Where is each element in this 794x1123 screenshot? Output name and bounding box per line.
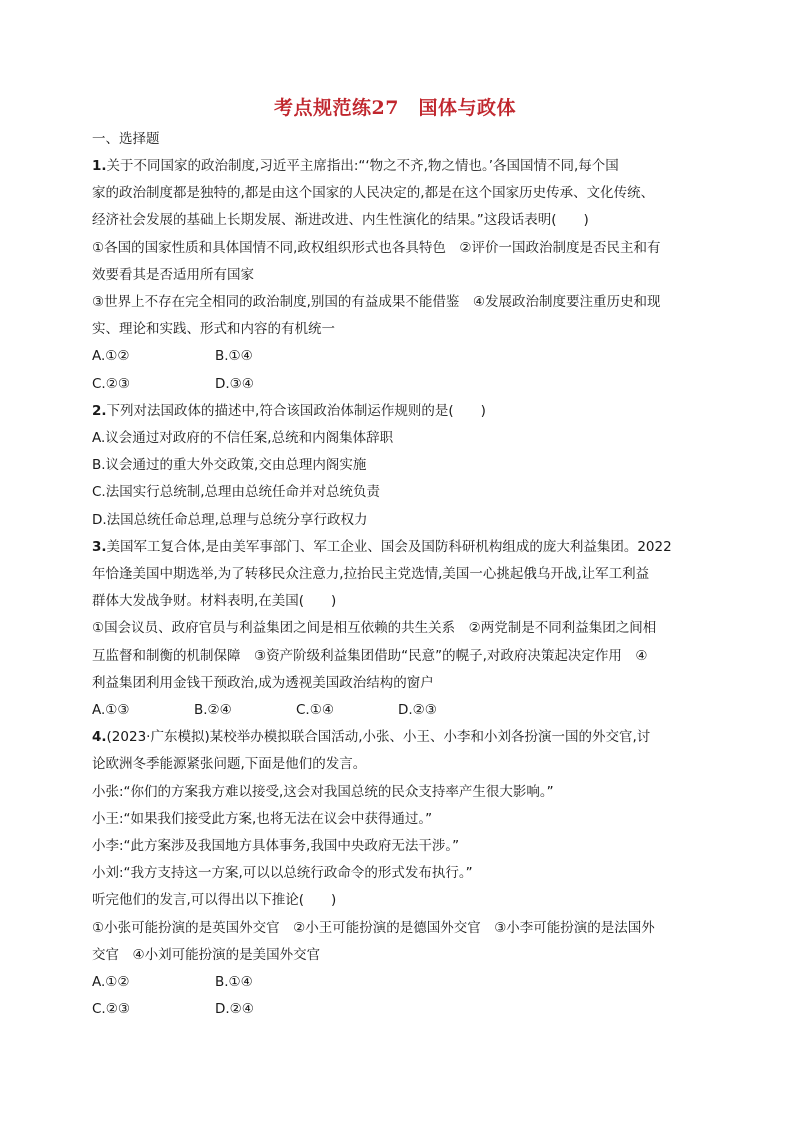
question-number: 2. bbox=[92, 402, 107, 419]
q4-statement-line-2: 交官 ④小刘可能扮演的是美国外交官 bbox=[92, 946, 321, 963]
q4-option-b[interactable]: B.①④ bbox=[215, 974, 253, 991]
question-2 bbox=[92, 398, 698, 534]
q1-option-d[interactable]: D.③④ bbox=[215, 375, 254, 392]
question-3 bbox=[92, 534, 698, 724]
question-number: 3. bbox=[92, 538, 107, 555]
q3-statement-line-2: 互监督和制衡的机制保障 ③资产阶级利益集团借助“民意”的幌子,对政府决策起决定作用 ④ bbox=[92, 647, 648, 664]
q1-stem-line-1: 1.关于不同国家的政治制度,习近平主席指出:“‘物之不齐,物之情也。’各国国情不同,每个国 bbox=[92, 158, 619, 174]
worksheet-page bbox=[92, 92, 698, 1024]
q1-statement-line-1: ①各国的国家性质和具体国情不同,政权组织形式也各具特色 ②评价一国政治制度是否民主和有 bbox=[92, 239, 661, 256]
question-4 bbox=[92, 724, 698, 1023]
q3-statement-line-3: 利益集团利用金钱干预政治,成为透视美国政治结构的窗户 bbox=[92, 674, 434, 691]
q4-speech-wang: 小王:“如果我们接受此方案,也将无法在议会中获得通过。” bbox=[92, 810, 433, 827]
q1-options-row-2 bbox=[92, 371, 698, 398]
section-heading: 一、选择题 bbox=[92, 131, 160, 147]
q3-stem-line-1: 3.美国军工复合体,是由美军事部门、军工企业、国会及国防科研机构组成的庞大利益集团。2022 bbox=[92, 538, 672, 555]
q3-option-d[interactable]: D.②③ bbox=[398, 702, 437, 719]
q3-stem-line-3: 群体大发战争财。材料表明,在美国( ) bbox=[92, 593, 337, 610]
q1-stem-line-3: 经济社会发展的基础上长期发展、渐进改进、内生性演化的结果。”这段话表明( ) bbox=[92, 212, 589, 229]
q4-speech-zhang: 小张:“你们的方案我方难以接受,这会对我国总统的民众支持率产生很大影响。” bbox=[92, 783, 554, 800]
q1-option-c[interactable]: C.②③ bbox=[92, 375, 130, 392]
q4-stem-line-1: 4.(2023·广东模拟)某校举办模拟联合国活动,小张、小王、小李和小刘各扮演一国的外交官,讨 bbox=[92, 729, 651, 746]
question-1 bbox=[92, 153, 698, 398]
q4-option-c[interactable]: C.②③ bbox=[92, 1001, 130, 1018]
q1-options-row-1 bbox=[92, 343, 698, 370]
q3-option-b[interactable]: B.②④ bbox=[194, 702, 232, 719]
q3-options-row bbox=[92, 697, 698, 724]
q2-option-a[interactable]: A.议会通过对政府的不信任案,总统和内阁集体辞职 bbox=[92, 430, 394, 447]
question-number: 1. bbox=[92, 158, 107, 174]
q4-stem-line-2: 论欧洲冬季能源紧张问题,下面是他们的发言。 bbox=[92, 756, 367, 773]
q1-option-b[interactable]: B.①④ bbox=[215, 348, 253, 365]
q3-stem-line-2: 年恰逢美国中期选举,为了转移民众注意力,拉抬民主党选情,美国一心挑起俄乌开战,让军工利益 bbox=[92, 566, 650, 583]
q4-speech-liu: 小刘:“我方支持这一方案,可以以总统行政命令的形式发布执行。” bbox=[92, 865, 473, 882]
q4-options-row-1 bbox=[92, 969, 698, 996]
q4-option-a[interactable]: A.①② bbox=[92, 974, 130, 991]
q1-option-a[interactable]: A.①② bbox=[92, 348, 130, 365]
q2-stem: 2.下列对法国政体的描述中,符合该国政治体制运作规则的是( ) bbox=[92, 402, 486, 419]
page-title: 考点规范练27 国体与政体 bbox=[274, 97, 516, 119]
q4-statement-line-1: ①小张可能扮演的是英国外交官 ②小王可能扮演的是德国外交官 ③小李可能扮演的是法国外 bbox=[92, 919, 655, 936]
q1-statement-line-3: ③世界上不存在完全相同的政治制度,别国的有益成果不能借鉴 ④发展政治制度要注重历史和现 bbox=[92, 294, 661, 311]
q1-statement-line-4: 实、理论和实践、形式和内容的有机统一 bbox=[92, 321, 335, 338]
q2-option-d[interactable]: D.法国总统任命总理,总理与总统分享行政权力 bbox=[92, 511, 368, 528]
q3-statement-line-1: ①国会议员、政府官员与利益集团之间是相互依赖的共生关系 ②两党制是不同利益集团之间相 bbox=[92, 620, 657, 637]
q4-question: 听完他们的发言,可以得出以下推论( ) bbox=[92, 892, 337, 909]
q3-option-c[interactable]: C.①④ bbox=[296, 702, 334, 719]
q1-statement-line-2: 效要看其是否适用所有国家 bbox=[92, 266, 254, 283]
q4-option-d[interactable]: D.②④ bbox=[215, 1001, 254, 1018]
q3-option-a[interactable]: A.①③ bbox=[92, 702, 130, 719]
q4-options-row-2 bbox=[92, 996, 698, 1023]
q4-speech-li: 小李:“此方案涉及我国地方具体事务,我国中央政府无法干涉。” bbox=[92, 838, 460, 855]
q2-option-c[interactable]: C.法国实行总统制,总理由总统任命并对总统负责 bbox=[92, 484, 381, 501]
q2-option-b[interactable]: B.议会通过的重大外交政策,交由总理内阁实施 bbox=[92, 457, 367, 474]
question-number: 4. bbox=[92, 729, 107, 746]
q1-stem-line-2: 家的政治制度都是独特的,都是由这个国家的人民决定的,都是在这个国家历史传承、文化传统、 bbox=[92, 185, 655, 202]
